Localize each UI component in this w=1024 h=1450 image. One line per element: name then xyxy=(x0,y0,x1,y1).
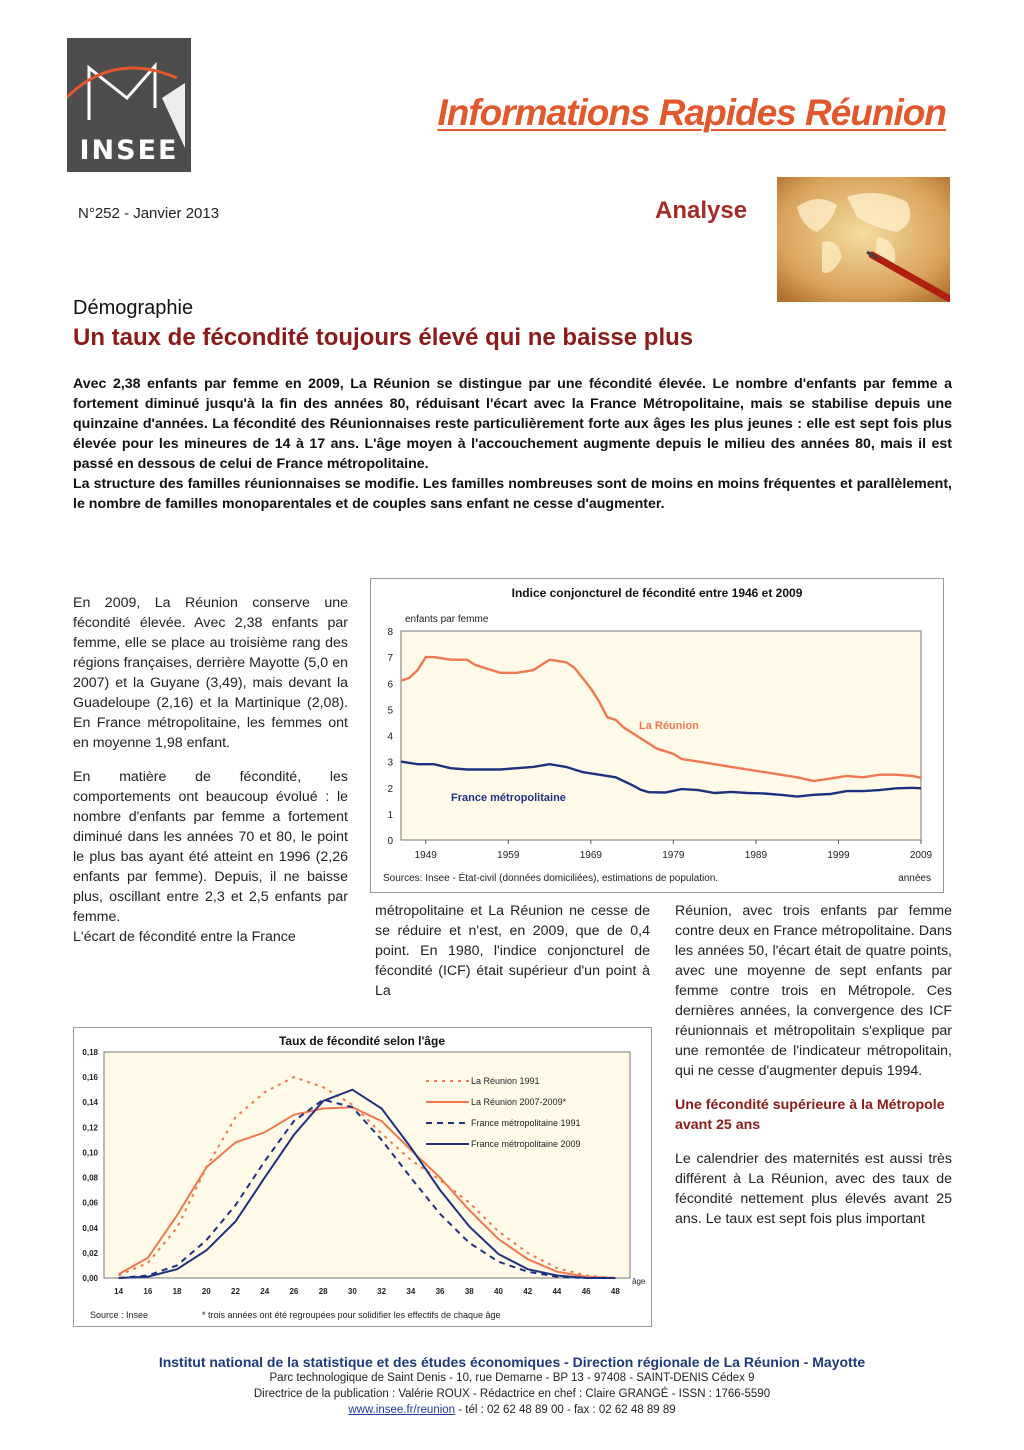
y-tick-label: 6 xyxy=(387,679,393,691)
x-tick-label: 42 xyxy=(523,1287,533,1296)
footer-institution: Institut national de la statistique et des études économiques - Direction régionale de La Réunion - Mayotte xyxy=(158,1354,866,1370)
col3-paragraph-2: Le calendrier des maternités est aussi très différent à La Réunion, avec des taux de fécondité nettement plus élevés avant 25 ans. Le taux est sept fois plus important xyxy=(675,1151,952,1227)
chart-fertility-by-age xyxy=(73,1027,652,1327)
y-tick-label: 0,04 xyxy=(82,1223,98,1233)
legend-label-3: France métropolitaine 1991 xyxy=(471,1118,581,1128)
phone-fax: - tél : 02 62 48 89 00 - fax : 02 62 48 89 89 xyxy=(455,1404,676,1416)
x-tick-label: 28 xyxy=(318,1287,328,1296)
y-tick-label: 4 xyxy=(387,731,393,743)
col1-paragraph-3: L'écart de fécondité entre la France xyxy=(73,929,296,945)
series-label-reunion: La Réunion xyxy=(639,720,699,732)
footer xyxy=(60,1354,964,1418)
x-tick-label: 24 xyxy=(260,1287,270,1296)
lead-paragraph xyxy=(73,374,952,514)
x-tick-label: 48 xyxy=(610,1287,620,1296)
y-tick-label: 0,10 xyxy=(82,1148,98,1158)
x-tick-label: 1989 xyxy=(744,850,768,861)
x-tick-label: 1949 xyxy=(414,850,437,861)
x-tick-label: 22 xyxy=(231,1287,240,1296)
section-label: Démographie xyxy=(73,297,194,319)
footer-publication: Directrice de la publication : Valérie ROUX - Rédactrice en chef : Claire GRANGÉ - ISSN : 1766-5590 xyxy=(253,1388,771,1400)
x-tick-label: 1959 xyxy=(497,850,520,861)
chart-note: * trois années ont été regroupées pour solidifier les effectifs de chaque âge xyxy=(202,1310,501,1320)
y-tick-label: 3 xyxy=(387,757,393,769)
x-tick-label: 1999 xyxy=(827,850,850,861)
chart-fertility-index-svg xyxy=(371,579,943,892)
y-tick-label: 0,08 xyxy=(82,1173,98,1183)
lead-text-1: Avec 2,38 enfants par femme en 2009, La Réunion se distingue par une fécondité élevée. Le nombre d'enfants par femme a fortement diminué jusqu'à la fin des années 80, réduisant l'écart avec la France Métropolitaine, mais se stabilise depuis une quinzaine d'années. La fécondité des Réunionnaises reste particulièrement forte aux âges les plus jeunes : elle est sept fois plus élevée pour les mineures de 14 à 17 ans. L'âge moyen à l'accouchement augmente depuis le milieu des années 80, mais il est passé en dessous de celui de France métropolitaine. xyxy=(73,376,952,472)
x-axis-label: âge xyxy=(632,1277,646,1286)
chart-title: Indice conjoncturel de fécondité entre 1946 et 2009 xyxy=(511,586,803,600)
x-tick-label: 1969 xyxy=(579,850,602,861)
y-tick-label: 0,18 xyxy=(82,1048,98,1057)
category-label: Analyse xyxy=(655,197,748,224)
column-3 xyxy=(675,901,952,1243)
lead-text-2: La structure des familles réunionnaises se modifie. Les familles nombreuses sont de moins en moins fréquentes et parallèlement, le nombre de familles monoparentales et de couples sans enfant ne cesse d'augmenter. xyxy=(73,476,952,512)
chart-fertility-by-age-svg xyxy=(74,1028,651,1326)
chart-title: Taux de fécondité selon l'âge xyxy=(278,1034,446,1048)
y-tick-label: 0,00 xyxy=(82,1274,98,1283)
legend-label-2: La Réunion 2007-2009* xyxy=(471,1097,567,1107)
y-axis-label: enfants par femme xyxy=(405,614,489,625)
y-tick-label: 0 xyxy=(387,836,393,847)
y-tick-label: 2 xyxy=(387,783,393,795)
x-tick-label: 46 xyxy=(581,1287,591,1296)
x-tick-label: 16 xyxy=(143,1287,153,1296)
x-tick-label: 32 xyxy=(377,1287,387,1296)
legend-label-1: La Réunion 1991 xyxy=(471,1076,540,1086)
plot-area xyxy=(104,1052,630,1278)
col1-paragraph-2: En matière de fécondité, les comportements ont beaucoup évolué : le nombre d'enfants par femme a fortement diminué dans les années 70 et 80, le point le plus bas ayant été atteint en 1996 (2,26 enfants par femme). Depuis, il ne baisse plus, oscillant entre 2,3 et 2,5 enfants par femme. xyxy=(73,769,348,925)
plot-area xyxy=(401,631,921,840)
footer-contact xyxy=(60,1402,964,1418)
x-tick-label: 26 xyxy=(289,1287,299,1296)
y-tick-label: 0,06 xyxy=(82,1198,98,1208)
website-link[interactable]: www.insee.fr/reunion xyxy=(348,1404,456,1416)
issue-number: N°252 - Janvier 2013 xyxy=(78,205,220,222)
y-tick-label: 5 xyxy=(387,705,393,717)
x-tick-label: 2009 xyxy=(909,850,933,861)
col2-paragraph-1: métropolitaine et La Réunion ne cesse de se réduire et n'est, en 2009, que de 0,4 point. En 1980, l'indice conjoncturel de fécondité (ICF) était supérieur d'un point à La xyxy=(375,903,650,999)
legend-label-4: France métropolitaine 2009 xyxy=(471,1139,581,1149)
x-axis-label: années xyxy=(898,873,931,884)
chart-source: Source : Insee xyxy=(90,1310,149,1320)
y-tick-label: 1 xyxy=(387,809,393,821)
x-tick-label: 1979 xyxy=(662,850,685,861)
col3-paragraph-1: Réunion, avec trois enfants par femme contre deux en France métropolitaine. Dans les années 50, l'écart était de quatre points, avec une moyenne de sept enfants par femme contre trois en Métropole. Ces dernières années, la convergence des ICF réunionnais et métropolitain s'explique par une remontée de l'indicateur métropolitain, qui ne cesse d'augmenter depuis 1994. xyxy=(675,903,952,1079)
logo-text: INSEE xyxy=(79,135,179,166)
headline: Un taux de fécondité toujours élevé qui ne baisse plus xyxy=(73,324,694,351)
x-tick-label: 44 xyxy=(552,1287,562,1296)
chart-source: Sources: Insee - État-civil (données domiciliées), estimations de population. xyxy=(383,873,719,884)
insee-logo xyxy=(67,38,191,172)
x-tick-label: 18 xyxy=(172,1287,182,1296)
y-tick-label: 7 xyxy=(387,653,393,665)
y-tick-label: 8 xyxy=(387,627,393,638)
series-label-france: France métropolitaine xyxy=(451,792,566,804)
x-tick-label: 34 xyxy=(406,1287,416,1296)
world-map-pen-image xyxy=(777,177,950,302)
y-tick-label: 0,14 xyxy=(82,1098,98,1108)
chart-fertility-index xyxy=(370,578,944,893)
column-2 xyxy=(375,901,650,1015)
logo-mark-icon xyxy=(67,38,191,148)
publication-title: Informations Rapides Réunion xyxy=(437,92,946,133)
x-tick-label: 20 xyxy=(201,1287,211,1296)
y-tick-label: 0,12 xyxy=(82,1123,98,1133)
footer-address: Parc technologique de Saint Denis - 10, rue Demarne - BP 13 - 97408 - SAINT-DENIS Cédex 9 xyxy=(269,1372,755,1384)
x-tick-label: 36 xyxy=(435,1287,445,1296)
y-tick-label: 0,16 xyxy=(82,1073,98,1083)
x-tick-label: 40 xyxy=(494,1287,503,1296)
col1-paragraph-1: En 2009, La Réunion conserve une fécondité élevée. Avec 2,38 enfants par femme, elle se place au troisième rang des régions françaises, derrière Mayotte (5,0 en 2007) et la Guyane (3,49), mais devant la Guadeloupe (2,16) et la Martinique (2,08). En France métropolitaine, les femmes ont en moyenne 1,98 enfant. xyxy=(73,595,348,751)
x-tick-label: 14 xyxy=(114,1287,124,1296)
x-tick-label: 30 xyxy=(347,1287,357,1296)
y-tick-label: 0,02 xyxy=(82,1248,98,1258)
x-tick-label: 38 xyxy=(464,1287,474,1296)
column-1 xyxy=(73,593,348,961)
col3-subheading: Une fécondité supérieure à la Métropole avant 25 ans xyxy=(675,1097,945,1133)
